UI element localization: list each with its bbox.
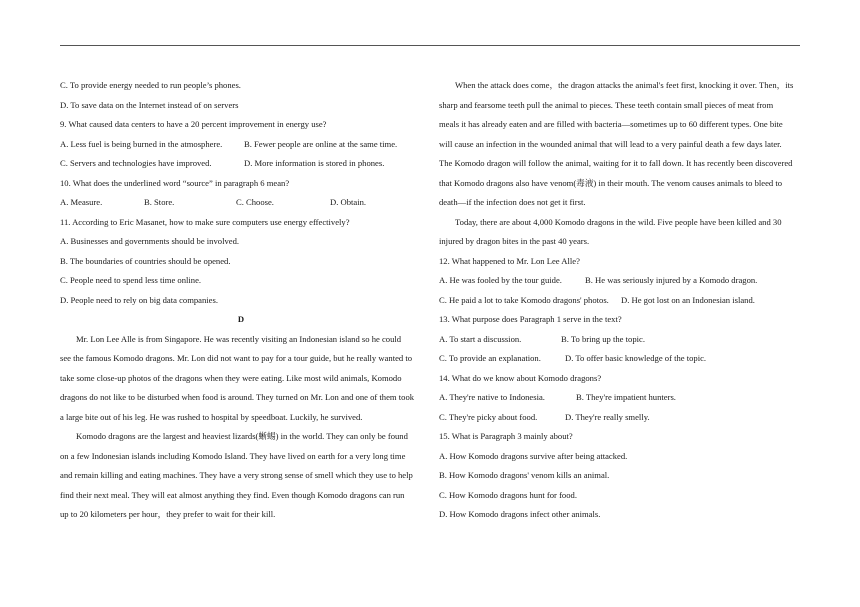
- paragraph-line: find their next meal. They will eat almost anything they find. Even though Komodo dragons can run: [60, 489, 405, 500]
- q12-option-d: D. He got lost on an Indonesian island.: [621, 294, 755, 305]
- q12-options-cd: [439, 291, 801, 311]
- q12-stem: 12. What happened to Mr. Lon Lee Alle?: [439, 255, 580, 266]
- q10-option-b: B. Store.: [144, 197, 175, 207]
- section-heading: D: [237, 314, 245, 324]
- paragraph-line: see the famous Komodo dragons. Mr. Lon did not want to pay for a tour guide, but he really wanted to: [60, 353, 413, 363]
- q10-option-c: C. Choose.: [236, 197, 274, 207]
- q12-option-c: C. He paid a lot to take Komodo dragons' photos.: [439, 294, 609, 305]
- q10-stem: 10. What does the underlined word “source” in paragraph 6 mean?: [60, 177, 290, 188]
- paragraph-line: Mr. Lon Lee Alle is from Singapore. He was recently visiting an Indonesian island so he could: [76, 333, 402, 344]
- paragraph-line: up to 20 kilometers per hour，they prefer to wait for their kill.: [60, 509, 276, 519]
- q12-options-ab: [439, 271, 801, 291]
- q14-stem: 14. What do we know about Komodo dragons?: [439, 372, 602, 383]
- q13-options-cd: [439, 349, 801, 369]
- paragraph-line: injured by dragon bites in the past 40 years.: [439, 236, 590, 246]
- paragraph-line: The Komodo dragon will follow the animal, waiting for it to fall down. It has recently been discovered: [439, 158, 793, 168]
- left-column: [60, 76, 422, 525]
- q13-option-c: C. To provide an explanation.: [439, 353, 541, 363]
- q9-option-a: A. Less fuel is being burned in the atmosphere.: [60, 138, 223, 149]
- paragraph-line: and remain killing and eating machines. They have a very strong sense of smell which they use to help: [60, 470, 413, 480]
- q10-option-a: A. Measure.: [60, 197, 103, 207]
- paragraph-line: that Komodo dragons also have venom(毒液) in their mouth. The venom causes animals to bleed to: [439, 177, 783, 188]
- q11-option-d: D. People need to rely on big data companies.: [60, 294, 218, 305]
- q14-option-c: C. They're picky about food.: [439, 411, 538, 422]
- q13-option-a: A. To start a discussion.: [439, 333, 522, 344]
- q11-option-c: C. People need to spend less time online.: [60, 275, 202, 285]
- q10-options: [60, 193, 422, 213]
- q9-option-d: D. More information is stored in phones.: [244, 158, 385, 168]
- paragraph-line: take some close-up photos of the dragons when they were eating. Like most wild animals, Komodo: [60, 372, 402, 383]
- paragraph-line: a large bite out of his leg. He was rushed to hospital by speedboat. Luckily, he survived.: [60, 411, 363, 422]
- q12-option-a: A. He was fooled by the tour guide.: [439, 275, 562, 285]
- paragraph-line: death—if the infection does not get it first.: [439, 197, 586, 207]
- q13-option-b: B. To bring up the topic.: [561, 333, 645, 344]
- q10-option-d: D. Obtain.: [330, 197, 367, 207]
- q8-option-d: D. To save data on the Internet instead of on servers: [60, 99, 239, 110]
- q11-stem: 11. According to Eric Masanet, how to make sure computers use energy effectively?: [60, 216, 350, 227]
- q14-options-ab: [439, 388, 801, 408]
- q9-options-ab: [60, 135, 422, 155]
- q15-option-a: A. How Komodo dragons survive after being attacked.: [439, 450, 628, 461]
- paragraph-line: Komodo dragons are the largest and heaviest lizards(蜥蜴) in the world. They can only be found: [76, 431, 408, 441]
- right-column: [439, 76, 801, 525]
- q9-options-cd: [60, 154, 422, 174]
- q15-option-b: B. How Komodo dragons' venom kills an animal.: [439, 470, 610, 480]
- paragraph-line: When the attack does come，the dragon attacks the animal's feet first, knocking it over. Then，its: [455, 80, 794, 90]
- q13-option-d: D. To offer basic knowledge of the topic.: [565, 353, 707, 363]
- paragraph-line: will cause an infection in the wounded animal that will lead to a very painful death a few days later.: [439, 138, 782, 149]
- q12-option-b: B. He was seriously injured by a Komodo dragon.: [585, 275, 758, 285]
- q13-stem: 13. What purpose does Paragraph 1 serve in the text?: [439, 314, 622, 324]
- q14-option-d: D. They're really smelly.: [565, 411, 650, 422]
- q14-options-cd: [439, 408, 801, 428]
- header-rule: [60, 45, 800, 46]
- q15-stem: 15. What is Paragraph 3 mainly about?: [439, 431, 573, 441]
- q14-option-b: B. They're impatient hunters.: [576, 392, 676, 402]
- paragraph-line: on a few Indonesian islands including Komodo Island. They have lived on earth for a very long time: [60, 450, 406, 461]
- q14-option-a: A. They're native to Indonesia.: [439, 392, 545, 402]
- q8-option-c: C. To provide energy needed to run people’s phones.: [60, 80, 241, 90]
- q9-option-c: C. Servers and technologies have improved.: [60, 158, 212, 168]
- paragraph-line: sharp and fearsome teeth pull the animal to pieces. These teeth contain small pieces of meat from: [439, 99, 774, 110]
- q15-option-c: C. How Komodo dragons hunt for food.: [439, 489, 577, 500]
- q11-option-b: B. The boundaries of countries should be opened.: [60, 255, 231, 266]
- paragraph-line: Today, there are about 4,000 Komodo dragons in the wild. Five people have been killed and 30: [455, 216, 782, 227]
- q9-option-b: B. Fewer people are online at the same time.: [244, 138, 398, 149]
- paragraph-line: dragons do not like to be disturbed when food is around. They turned on Mr. Lon and one of them took: [60, 392, 415, 402]
- q11-option-a: A. Businesses and governments should be involved.: [60, 236, 240, 246]
- q9-stem: 9. What caused data centers to have a 20 percent improvement in energy use?: [60, 119, 327, 129]
- paragraph-line: meals it has already eaten and are filled with bacteria—sometimes up to 60 different types. One bite: [439, 119, 783, 129]
- q15-option-d: D. How Komodo dragons infect other animals.: [439, 509, 601, 519]
- q13-options-ab: [439, 330, 801, 350]
